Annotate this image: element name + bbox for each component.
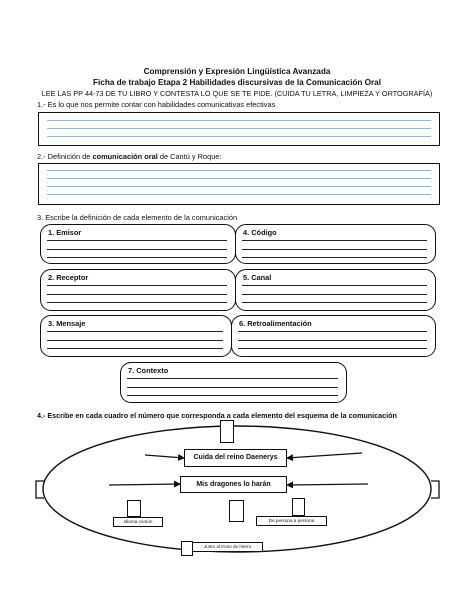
retroalimentacion-label: 6. Retroalimentación (239, 319, 312, 328)
codigo-label: 4. Código (243, 228, 277, 237)
box-middle: Mis dragones lo harán (180, 476, 287, 493)
worksheet-subtitle: Ficha de trabajo Etapa 2 Habilidades discursivas de la Comunicación Oral (92, 78, 382, 87)
right-bracket (431, 481, 439, 498)
number-box-2[interactable] (229, 500, 244, 522)
question-2-text: 2.- Definición de comunicación oral de Cantú y Roque: (37, 152, 222, 161)
arrow-icon (109, 484, 180, 485)
question-1-text: 1.- Es lo que nos permite contar con habilidades comunicativas efectivas (37, 100, 276, 109)
instructions: LEE LAS PP 44-73 DE TU LIBRO Y CONTESTA LO QUE SE TE PIDE. (CUIDA TU LETRA, LIMPIEZA Y ORTOGRAFÍA) (41, 89, 433, 98)
number-box-4[interactable] (292, 498, 305, 516)
question-3-text: 3. Escribe la definición de cada elemento de la comunicación (37, 213, 238, 222)
contexto-label: 7. Contexto (128, 366, 169, 375)
box-left: Idioma común (113, 517, 163, 527)
emisor-label: 1. Emisor (48, 228, 82, 237)
canal-label: 5. Canal (243, 273, 272, 282)
arrow-icon (145, 455, 184, 458)
mensaje-label: 3. Mensaje (48, 319, 86, 328)
box-top: Cuida del reino Daenerys (184, 449, 287, 467)
receptor-label: 2. Receptor (48, 273, 89, 282)
arrow-icon (287, 484, 368, 485)
box-bottom: Junto al trono de hierro (192, 542, 263, 552)
number-box-1[interactable] (220, 420, 234, 443)
box-right: De persona a persona (256, 516, 327, 526)
arrow-icon (287, 453, 362, 458)
document-title: Comprensión y Expresión Lingüística Avanzada (143, 67, 331, 76)
question-4-text: 4.- Escribe en cada cuadro el número que corresponda a cada elemento del esquema de la comunicación (37, 411, 397, 420)
number-box-3[interactable] (127, 500, 141, 517)
